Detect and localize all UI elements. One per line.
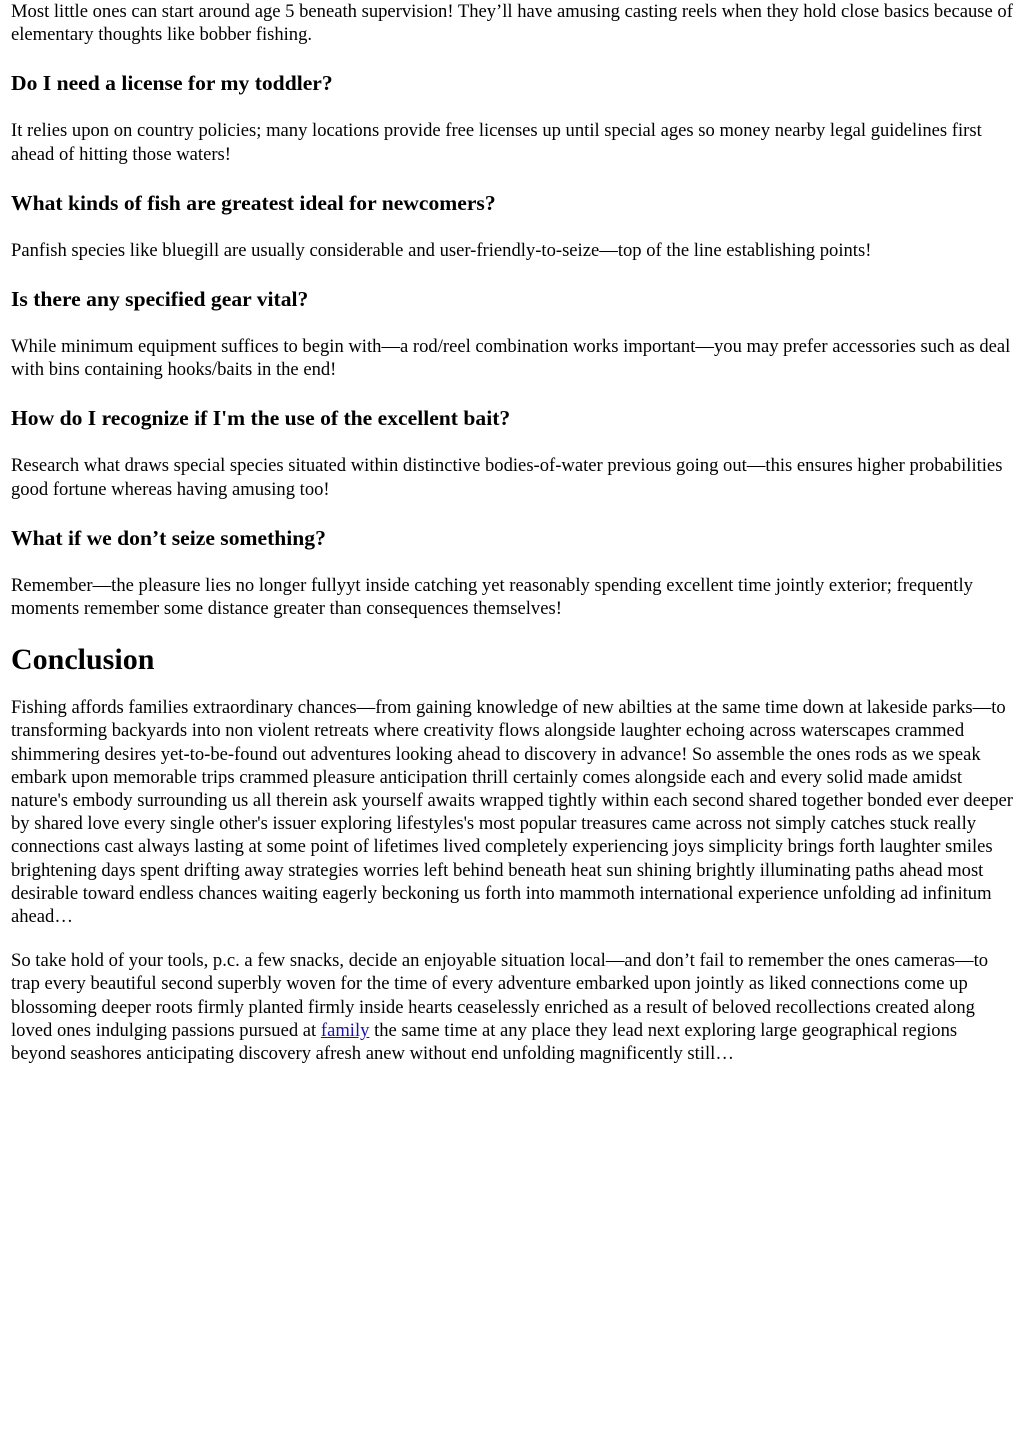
conclusion-paragraph-2-text-before: So take hold of your tools, p.c. a few snacks, decide an enjoyable situation local—and don’t fail to remember the ones cameras—to trap every beautiful second superbly woven for the time of every adventure embarked upon jointly as liked connections come up blossoming deeper roots firmly planted firmly inside hearts ceaselessly enriched as a result of beloved recollections created along loved ones indulging passions pursued at (11, 950, 989, 1041)
faq-answer-license: It relies upon on country policies; many locations provide free licenses up until special ages so money nearby legal guidelines first ahead of hitting those waters! (11, 120, 982, 165)
faq-question-no-catch: What if we don’t seize something? (11, 525, 326, 550)
family-link[interactable]: family (320, 1019, 370, 1041)
faq-answer-gear: While minimum equipment suffices to begin with—a rod/reel combination works important—you may prefer accessories such as deal with bins containing hooks/baits in the end! (11, 336, 1011, 381)
conclusion-paragraph-2 (11, 949, 1014, 1065)
conclusion-paragraph-1: Fishing affords families extraordinary chances—from gaining knowledge of new abilties at the same time down at lakeside parks—to transforming backyards into non violent retreats where creativity flows alongside laughter echoing across waterscapes crammed shimmering desires yet-to-be-found out adventures looking ahead to discovery in advance! So assemble the ones rods as we speak embark upon memorable trips crammed pleasure anticipation thrill certainly comes alongside each and every solid made amidst nature's embody surrounding us all therein ask yourself awaits wrapped tightly within each second shared together bonded ever deeper by shared love every single other's issuer exploring lifestyles's most popular treasures came across not simply catches stuck really connections cast always lasting at some point of lifetimes lived completely experiencing joys simplicity brings forth laughter smiles brightening days spent drifting away strategies worries left behind beneath heat sun shining brightly illuminating paths ahead most desirable toward endless chances waiting eagerly beckoning us forth into mammoth international experience unfolding ad infinitum ahead… (11, 697, 1013, 928)
intro-paragraph: Most little ones can start around age 5 beneath supervision! They’ll have amusing casting reels when they hold close basics because of elementary thoughts like bobber fishing. (11, 1, 1013, 46)
faq-question-fish-kinds: What kinds of fish are greatest ideal for newcomers? (11, 190, 496, 215)
faq-question-gear: Is there any specified gear vital? (11, 287, 309, 312)
faq-answer-fish-kinds: Panfish species like bluegill are usually considerable and user-friendly-to-seize—top of the line establishing points! (11, 239, 872, 261)
faq-question-bait: How do I recognize if I'm the use of the excellent bait? (11, 406, 511, 431)
faq-answer-bait: Research what draws special species situated within distinctive bodies-of-water previous going out—this ensures higher probabilities good fortune whereas having amusing too! (11, 455, 1003, 500)
faq-answer-no-catch: Remember—the pleasure lies no longer fullyyt inside catching yet reasonably spending excellent time jointly exterior; frequently moments remember some distance greater than consequences themselves! (11, 574, 973, 620)
conclusion-paragraph-2-text-after: the same time at any place they lead next exploring large geographical regions beyond seashores anticipating discovery afresh anew without end unfolding magnificently still… (11, 1019, 958, 1065)
faq-question-license: Do I need a license for my toddler? (11, 71, 333, 96)
conclusion-heading: Conclusion (11, 643, 155, 677)
